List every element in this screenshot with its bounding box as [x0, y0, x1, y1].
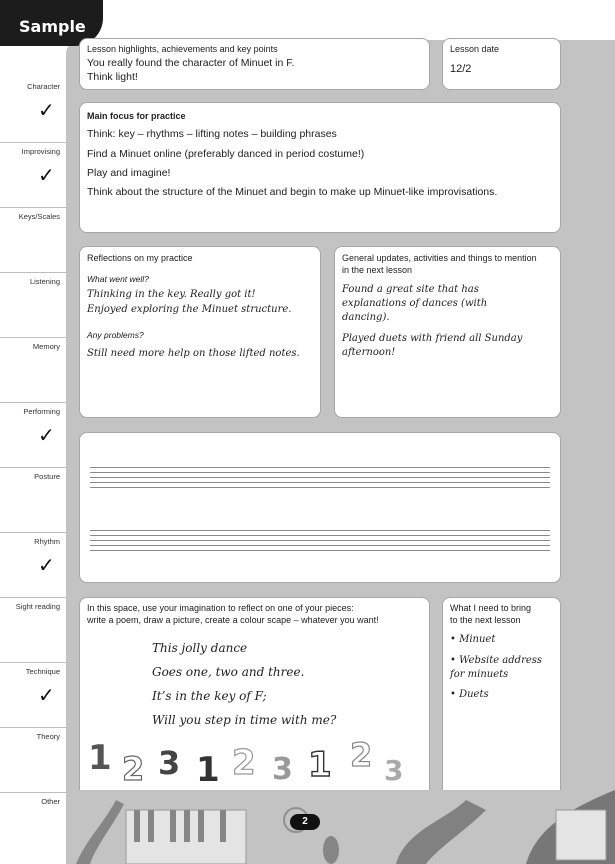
- sample-label: Sample: [19, 17, 86, 36]
- lesson-date-box: [442, 38, 561, 90]
- category-sight-reading: [0, 598, 66, 663]
- bring-item: • Duets: [450, 689, 489, 700]
- music-staff: [90, 530, 550, 555]
- category-label: Listening: [29, 277, 60, 286]
- went-well-line: Thinking in the key. Really got it!: [87, 289, 256, 300]
- category-label: Rhythm: [34, 537, 60, 546]
- focus-item: Think about the structure of the Minuet and begin to make up Minuet-like improvisations.: [87, 186, 498, 198]
- focus-item: Find a Minuet online (preferably danced in period costume!): [87, 148, 365, 160]
- highlights-line: You really found the character of Minuet in F.: [87, 57, 295, 69]
- imagination-box: [79, 597, 430, 802]
- category-listening: [0, 273, 66, 338]
- updates-line: afternoon!: [342, 347, 396, 358]
- bring-item: • Minuet: [450, 634, 496, 645]
- category-theory: [0, 728, 66, 793]
- drawn-digit: 2: [122, 750, 145, 788]
- category-other: [0, 793, 66, 858]
- category-label: Improvising: [21, 147, 60, 156]
- bring-box: [442, 597, 561, 802]
- focus-title: Main focus for practice: [87, 111, 186, 121]
- check-icon: ✓: [38, 553, 55, 577]
- drawn-digit: 3: [272, 752, 293, 787]
- category-label: Theory: [36, 732, 60, 741]
- drawn-digit: 3: [384, 754, 404, 787]
- category-technique: [0, 663, 66, 728]
- page-number: 2: [290, 814, 320, 830]
- category-sidebar: [0, 46, 66, 864]
- imagination-title: In this space, use your imagination to reflect on one of your pieces:: [87, 603, 354, 613]
- check-icon: ✓: [38, 683, 55, 707]
- category-label: Sight reading: [15, 602, 60, 611]
- category-label: Technique: [25, 667, 60, 676]
- drawn-digit: 3: [158, 744, 181, 782]
- bring-title: What I need to bring: [450, 603, 532, 613]
- focus-item: Play and imagine!: [87, 167, 171, 179]
- category-label: Performing: [23, 407, 60, 416]
- category-posture: [0, 468, 66, 533]
- imagination-title: write a poem, draw a picture, create a colour scape – whatever you want!: [87, 615, 379, 625]
- check-icon: ✓: [38, 423, 55, 447]
- check-icon: ✓: [38, 163, 55, 187]
- category-memory: [0, 338, 66, 403]
- check-icon: ✓: [38, 98, 55, 122]
- lesson-date-title: Lesson date: [450, 44, 500, 54]
- music-staff: [90, 467, 550, 492]
- reflections-title: Reflections on my practice: [87, 253, 193, 263]
- drawn-digit: 2: [350, 736, 373, 774]
- went-well-line: Enjoyed exploring the Minuet structure.: [87, 304, 292, 315]
- bring-item: • Website address: [450, 655, 543, 666]
- category-character: [0, 78, 66, 143]
- problems-line: Still need more help on those lifted notes.: [87, 348, 300, 359]
- poem-line: Will you step in time with me?: [152, 713, 337, 727]
- category-rhythm: [0, 533, 66, 598]
- category-label: Character: [27, 82, 60, 91]
- drawn-digit: 2: [232, 743, 256, 783]
- updates-line: Found a great site that has: [342, 284, 479, 295]
- category-keys-scales: [0, 208, 66, 273]
- highlights-title: Lesson highlights, achievements and key points: [87, 44, 278, 54]
- updates-title: in the next lesson: [342, 265, 413, 275]
- staff-box: [79, 432, 561, 583]
- focus-box: [79, 102, 561, 233]
- highlights-box: [79, 38, 430, 90]
- category-label: Keys/Scales: [18, 212, 60, 221]
- lesson-date-value: 12/2: [450, 63, 472, 75]
- category-improvising: [0, 143, 66, 208]
- updates-box: [334, 246, 561, 418]
- drawn-digit: 1: [308, 745, 332, 785]
- problems-label: Any problems?: [87, 330, 144, 340]
- category-performing: [0, 403, 66, 468]
- category-label: Memory: [32, 342, 60, 351]
- drawn-digit: 1: [88, 738, 112, 778]
- category-label: Other: [41, 797, 60, 806]
- drawn-digit: 1: [196, 750, 220, 790]
- went-well-label: What went well?: [87, 274, 149, 284]
- focus-item: Think: key – rhythms – lifting notes – building phrases: [87, 128, 337, 140]
- reflections-box: [79, 246, 321, 418]
- instruments-illustration: [66, 790, 615, 864]
- category-label: Posture: [34, 472, 60, 481]
- updates-line: dancing).: [342, 312, 390, 323]
- poem-line: This jolly dance: [152, 641, 248, 655]
- updates-line: explanations of dances (with: [342, 298, 488, 309]
- poem-line: Goes one, two and three.: [152, 665, 305, 679]
- updates-line: Played duets with friend all Sunday: [342, 333, 523, 344]
- poem-line: It’s in the key of F;: [152, 689, 267, 703]
- bring-item: for minuets: [450, 669, 509, 680]
- highlights-line: Think light!: [87, 71, 138, 83]
- bring-title: to the next lesson: [450, 615, 521, 625]
- updates-title: General updates, activities and things to mention: [342, 253, 537, 263]
